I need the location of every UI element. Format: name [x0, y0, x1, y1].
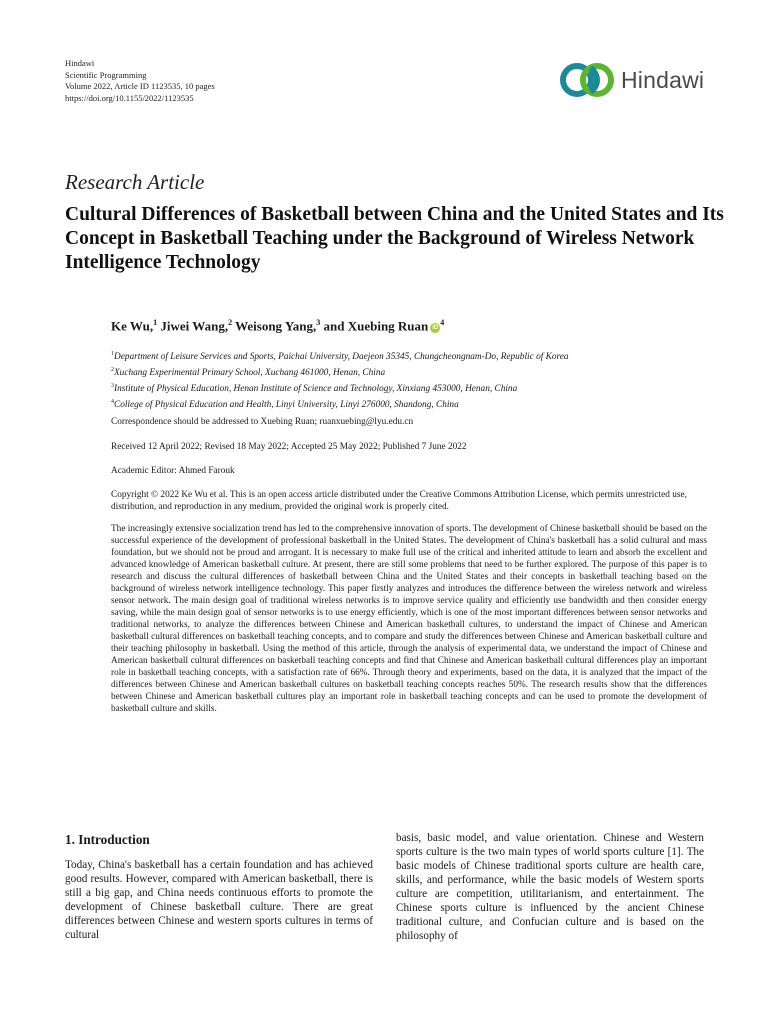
author-affil-ref: 3	[316, 318, 321, 327]
affiliation-item	[111, 380, 569, 396]
paper-title: Cultural Differences of Basketball between China and the United States and Its Concept in Basketball Teaching under the Background of Wireless Network Intelligence Technology	[65, 204, 724, 273]
affiliation-text: College of Physical Education and Health, Linyi University, Linyi 276000, Shandong, China	[114, 400, 459, 411]
body-column-left: Today, China's basketball has a certain foundation and has achieved good results. However, compared with American basketball, there is still a big gap, and China needs continuous efforts to promote the development of Chinese basketball culture. There are great differences between Chinese and western sports cultures in terms of cultural	[65, 859, 373, 941]
publication-dates: Received 12 April 2022; Revised 18 May 2022; Accepted 25 May 2022; Published 7 June 2022	[111, 442, 467, 452]
author-name: Jiwei Wang,	[160, 318, 229, 334]
author-affil-ref: 4	[440, 318, 445, 327]
volume-info: Volume 2022, Article ID 1123535, 10 pages	[65, 81, 215, 91]
body-column-right: basis, basic model, and value orientation. Chinese and Western sports culture is the two main types of world sports culture [1]. The basic models of Chinese traditional sports culture are health care, skills, and performance, while the basic models of Western sports culture are competition, utilitarianism, and entertainment. The Chinese sports culture is influenced by the ancient Chinese traditional culture, and Confucian culture and is based on the philosophy of	[396, 832, 704, 942]
logo-wordmark: Hindawi	[621, 66, 705, 93]
affiliation-item	[111, 396, 569, 412]
hindawi-logo	[557, 60, 707, 100]
article-type: Research Article	[65, 170, 205, 194]
affiliation-text: Department of Leisure Services and Sports, Paichai University, Daejeon 35345, Chungcheongnam-Do, Republic of Korea	[114, 352, 569, 363]
affiliation-number: 4	[111, 399, 114, 406]
author-name: Ke Wu,	[111, 318, 154, 334]
orcid-icon[interactable]: iD	[432, 325, 439, 332]
author-affil-ref: 1	[153, 318, 158, 327]
affiliation-item	[111, 364, 569, 380]
section-heading-introduction: 1. Introduction	[65, 832, 150, 847]
academic-editor: Academic Editor: Ahmed Farouk	[111, 466, 235, 476]
affiliation-list	[111, 348, 569, 412]
author-list	[111, 318, 444, 334]
journal-meta	[65, 58, 215, 104]
affiliation-text: Institute of Physical Education, Henan Institute of Science and Technology, Xinxiang 453000, Henan, China	[114, 384, 518, 395]
copyright-notice: Copyright © 2022 Ke Wu et al. This is an open access article distributed under the Creative Commons Attribution License, which permits unrestricted use, distribution, and reproduction in any medium, provided the original work is properly cited.	[111, 490, 687, 512]
hindawi-rings-icon	[557, 60, 619, 100]
abstract-text: The increasingly extensive socialization trend has led to the comprehensive innovation of sports. The development of Chinese basketball should be based on the successful experience of the development of professional basketball in the United States. The development of China's basketball has a solid cultural and mass foundation, but we should not be proud and arrogant. It is necessary to make full use of the critical and inherited attitude to learn and absorb the excellent and advanced knowledge of American basketball culture. At present, there are still some problems that need to be further explored. The purpose of this paper is to research and discuss the cultural differences of basketball between China and the United States and their concepts in basketball teaching based on the background of wireless network intelligence technology. This paper firstly analyzes and introduces the difference between the wireless network and wireless sensor network. The main design goal of traditional wireless networks is to improve service quality and efficiently use bandwidth and then consider energy saving, while the main design goal of sensor networks is to use energy efficiently, which is one of the most important differences between sensor networks and traditional networks, to analyze the differences between Chinese and American basketball cultures, to understand the impact of Chinese and American basketball cultural differences on basketball teaching concepts, and to compare and study the differences between Chinese and American basketball culture and their teaching philosophy in basketball. Using the method of this article, through the analysis of experimental data, we understand the impact of Chinese and American basketball cultural differences on basketball teaching concepts and find that Chinese and American basketball cultural differences play an important role in basketball teaching concepts, with a satisfaction rate of 66%. Through theory and experiments, based on the data, it is analyzed that the impact of the differences between Chinese and American basketball cultures on basketball teaching concepts reaches 50%. The research results show that the differences between Chinese and American basketball cultures play an important role in basketball teaching concepts and can be used to promote the development of basketball culture and skills.	[111, 524, 707, 714]
journal-name: Scientific Programming	[65, 69, 147, 80]
affiliation-item	[111, 348, 569, 364]
publisher-name: Hindawi	[65, 58, 95, 68]
doi-link[interactable]: https://doi.org/10.1155/2022/1123535	[65, 92, 194, 103]
affiliation-number: 3	[111, 383, 114, 390]
author-affil-ref: 2	[228, 318, 233, 327]
affiliation-text: Xuchang Experimental Primary School, Xuchang 461000, Henan, China	[114, 368, 386, 379]
correspondence: Correspondence should be addressed to Xuebing Ruan; ruanxuebing@lyu.edu.cn	[111, 417, 414, 427]
author-name: and Xuebing Ruan	[323, 318, 429, 334]
affiliation-number: 1	[111, 351, 114, 357]
author-name: Weisong Yang,	[235, 318, 317, 334]
affiliation-number: 2	[111, 367, 114, 374]
